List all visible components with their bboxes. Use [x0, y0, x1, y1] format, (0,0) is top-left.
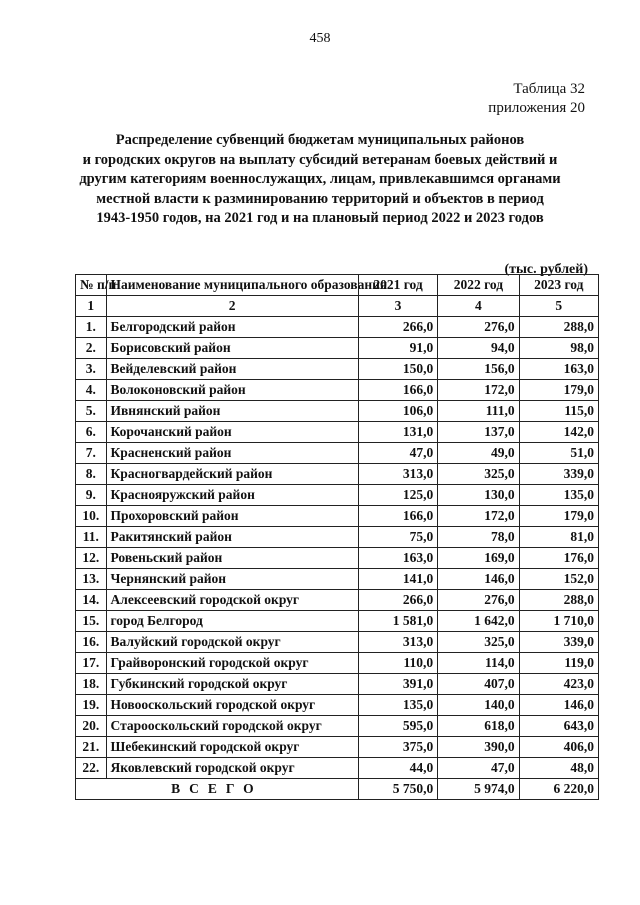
row-number: 6.: [76, 422, 107, 443]
header-2023: 2023 год: [519, 275, 598, 296]
row-number: 11.: [76, 527, 107, 548]
value-2021: 110,0: [358, 653, 437, 674]
table-row: [76, 674, 599, 695]
table-row: [76, 653, 599, 674]
municipality-name: Краснояружский район: [106, 485, 358, 506]
value-2021: 131,0: [358, 422, 437, 443]
table-row: [76, 590, 599, 611]
value-2021: 313,0: [358, 464, 437, 485]
value-2021: 150,0: [358, 359, 437, 380]
municipality-name: Борисовский район: [106, 338, 358, 359]
value-2023: 115,0: [519, 401, 598, 422]
value-2022: 169,0: [438, 548, 519, 569]
municipality-name: Корочанский район: [106, 422, 358, 443]
row-number: 9.: [76, 485, 107, 506]
table-number: Таблица 32: [513, 81, 585, 97]
title-line: другим категориям военнослужащих, лицам, привлекавшимся органами: [79, 171, 561, 187]
units-spacer-row: [76, 254, 599, 275]
title-line: Распределение субвенций бюджетам муниципальных районов: [115, 132, 525, 148]
value-2023: 179,0: [519, 506, 598, 527]
value-2023: 152,0: [519, 569, 598, 590]
value-2022: 114,0: [438, 653, 519, 674]
value-2021: 313,0: [358, 632, 437, 653]
page-number: 458: [309, 31, 331, 46]
row-number: 4.: [76, 380, 107, 401]
row-number: 7.: [76, 443, 107, 464]
value-2023: 119,0: [519, 653, 598, 674]
column-index-row: [76, 296, 599, 317]
title-line: 1943-1950 годов, на 2021 год и на плановый период 2022 и 2023 годов: [96, 210, 544, 226]
value-2021: 595,0: [358, 716, 437, 737]
units-spacer: [76, 254, 599, 275]
table-row: [76, 758, 599, 779]
total-label: ВСЕГО: [76, 779, 359, 800]
row-number: 20.: [76, 716, 107, 737]
row-number: 17.: [76, 653, 107, 674]
value-2021: 266,0: [358, 317, 437, 338]
value-2021: 125,0: [358, 485, 437, 506]
units-label: (тыс. рублей): [504, 262, 588, 277]
value-2021: 141,0: [358, 569, 437, 590]
row-number: 10.: [76, 506, 107, 527]
value-2021: 1 581,0: [358, 611, 437, 632]
municipality-name: Валуйский городской округ: [106, 632, 358, 653]
table-row: [76, 695, 599, 716]
row-number: 2.: [76, 338, 107, 359]
table-row: [76, 422, 599, 443]
municipality-name: Новооскольский городской округ: [106, 695, 358, 716]
municipality-name: Ровеньский район: [106, 548, 358, 569]
table-row: [76, 527, 599, 548]
row-number: 8.: [76, 464, 107, 485]
value-2021: 106,0: [358, 401, 437, 422]
table-row: [76, 485, 599, 506]
total-2021: 5 750,0: [358, 779, 437, 800]
value-2023: 288,0: [519, 590, 598, 611]
table-row: [76, 548, 599, 569]
value-2023: 643,0: [519, 716, 598, 737]
header-name: Наименование муниципального образования: [106, 275, 358, 296]
value-2023: 146,0: [519, 695, 598, 716]
column-index: 2: [106, 296, 358, 317]
municipality-name: Старооскольский городской округ: [106, 716, 358, 737]
table-row: [76, 632, 599, 653]
value-2023: 48,0: [519, 758, 598, 779]
value-2022: 156,0: [438, 359, 519, 380]
value-2022: 47,0: [438, 758, 519, 779]
value-2023: 51,0: [519, 443, 598, 464]
municipality-name: Прохоровский район: [106, 506, 358, 527]
value-2022: 78,0: [438, 527, 519, 548]
row-number: 5.: [76, 401, 107, 422]
title-line: и городских округов на выплату субсидий ветеранам боевых действий и: [82, 151, 558, 168]
document-title: [60, 131, 580, 229]
value-2022: 390,0: [438, 737, 519, 758]
table-row: [76, 737, 599, 758]
value-2021: 166,0: [358, 380, 437, 401]
municipality-name: Волоконовский район: [106, 380, 358, 401]
value-2022: 325,0: [438, 464, 519, 485]
value-2023: 1 710,0: [519, 611, 598, 632]
value-2023: 98,0: [519, 338, 598, 359]
total-row: [76, 779, 599, 800]
table-row: [76, 401, 599, 422]
value-2023: 163,0: [519, 359, 598, 380]
table-row: [76, 317, 599, 338]
table-row: [76, 338, 599, 359]
value-2023: 135,0: [519, 485, 598, 506]
value-2021: 75,0: [358, 527, 437, 548]
value-2022: 146,0: [438, 569, 519, 590]
value-2022: 94,0: [438, 338, 519, 359]
table-row: [76, 716, 599, 737]
column-index: 5: [519, 296, 598, 317]
row-number: 12.: [76, 548, 107, 569]
row-number: 15.: [76, 611, 107, 632]
municipality-name: город Белгород: [106, 611, 358, 632]
row-number: 22.: [76, 758, 107, 779]
header-2022: 2022 год: [438, 275, 519, 296]
value-2023: 339,0: [519, 632, 598, 653]
value-2022: 130,0: [438, 485, 519, 506]
municipality-name: Чернянский район: [106, 569, 358, 590]
value-2022: 172,0: [438, 380, 519, 401]
table-row: [76, 443, 599, 464]
value-2021: 91,0: [358, 338, 437, 359]
value-2021: 166,0: [358, 506, 437, 527]
value-2023: 423,0: [519, 674, 598, 695]
value-2023: 81,0: [519, 527, 598, 548]
header-2021: 2021 год: [358, 275, 437, 296]
row-number: 14.: [76, 590, 107, 611]
municipality-name: Красногвардейский район: [106, 464, 358, 485]
municipality-name: Ракитянский район: [106, 527, 358, 548]
value-2021: 266,0: [358, 590, 437, 611]
total-2022: 5 974,0: [438, 779, 519, 800]
value-2022: 49,0: [438, 443, 519, 464]
value-2022: 276,0: [438, 590, 519, 611]
value-2021: 47,0: [358, 443, 437, 464]
appendix-number: приложения 20: [488, 100, 585, 116]
value-2022: 325,0: [438, 632, 519, 653]
subvention-table: [75, 254, 599, 800]
value-2023: 176,0: [519, 548, 598, 569]
title-line: местной власти к разминированию территорий и объектов в период: [96, 190, 544, 207]
row-number: 3.: [76, 359, 107, 380]
row-number: 21.: [76, 737, 107, 758]
value-2022: 137,0: [438, 422, 519, 443]
table-row: [76, 359, 599, 380]
municipality-name: Ивнянский район: [106, 401, 358, 422]
value-2022: 276,0: [438, 317, 519, 338]
column-index: 3: [358, 296, 437, 317]
value-2022: 618,0: [438, 716, 519, 737]
value-2021: 163,0: [358, 548, 437, 569]
value-2021: 391,0: [358, 674, 437, 695]
municipality-name: Алексеевский городской округ: [106, 590, 358, 611]
municipality-name: Губкинский городской округ: [106, 674, 358, 695]
value-2022: 407,0: [438, 674, 519, 695]
row-number: 13.: [76, 569, 107, 590]
row-number: 16.: [76, 632, 107, 653]
table-row: [76, 506, 599, 527]
value-2022: 111,0: [438, 401, 519, 422]
column-index: 4: [438, 296, 519, 317]
total-2023: 6 220,0: [519, 779, 598, 800]
table-reference: [488, 80, 585, 118]
column-index: 1: [76, 296, 107, 317]
header-row: [76, 275, 599, 296]
value-2021: 375,0: [358, 737, 437, 758]
value-2023: 339,0: [519, 464, 598, 485]
row-number: 19.: [76, 695, 107, 716]
value-2023: 406,0: [519, 737, 598, 758]
value-2023: 288,0: [519, 317, 598, 338]
municipality-name: Красненский район: [106, 443, 358, 464]
value-2022: 140,0: [438, 695, 519, 716]
table-row: [76, 464, 599, 485]
table-row: [76, 380, 599, 401]
table-row: [76, 611, 599, 632]
municipality-name: Шебекинский городской округ: [106, 737, 358, 758]
value-2022: 172,0: [438, 506, 519, 527]
municipality-name: Грайворонский городской округ: [106, 653, 358, 674]
value-2021: 135,0: [358, 695, 437, 716]
header-num: № п/п: [76, 275, 107, 296]
value-2023: 179,0: [519, 380, 598, 401]
municipality-name: Вейделевский район: [106, 359, 358, 380]
table-row: [76, 569, 599, 590]
row-number: 1.: [76, 317, 107, 338]
municipality-name: Яковлевский городской округ: [106, 758, 358, 779]
row-number: 18.: [76, 674, 107, 695]
value-2023: 142,0: [519, 422, 598, 443]
value-2021: 44,0: [358, 758, 437, 779]
municipality-name: Белгородский район: [106, 317, 358, 338]
value-2022: 1 642,0: [438, 611, 519, 632]
